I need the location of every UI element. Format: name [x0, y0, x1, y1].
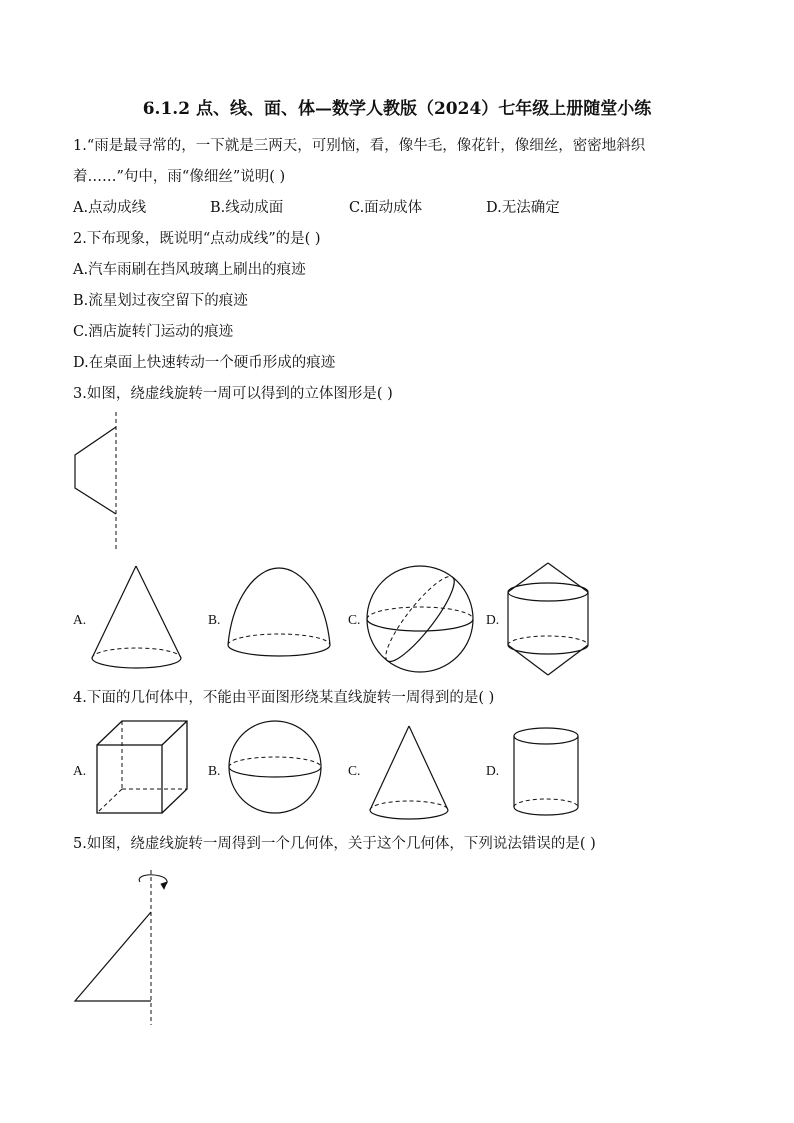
q2-option-b[interactable]: B.流星划过夜空留下的痕迹: [73, 293, 248, 309]
q1-option-c[interactable]: C.面动成体: [349, 200, 423, 216]
q2-option-c[interactable]: C.酒店旋转门运动的痕迹: [73, 324, 234, 340]
page-title: 6.1.2 点、线、面、体—数学人教版（2024）七年级上册随堂小练: [142, 99, 652, 119]
q4-stem: 4.下面的几何体中，不能由平面图形绕某直线旋转一周得到的是( ): [73, 690, 495, 706]
q1-stem-line2: 着……”句中，雨“像细丝”说明( ): [73, 169, 286, 185]
q3-stem: 3.如图，绕虚线旋转一周可以得到的立体图形是( ): [73, 386, 393, 402]
q3-choice-a-label[interactable]: A.: [73, 612, 87, 627]
q1-option-d[interactable]: D.无法确定: [486, 200, 560, 216]
q1-option-b[interactable]: B.线动成面: [210, 200, 284, 216]
q4-choice-d-label[interactable]: D.: [486, 763, 500, 778]
q4-choice-c-label[interactable]: C.: [348, 763, 361, 778]
q3-choice-b-label[interactable]: B.: [208, 612, 221, 627]
q4-choice-a-label[interactable]: A.: [73, 763, 87, 778]
q3-choice-d-label[interactable]: D.: [486, 612, 500, 627]
q5-stem: 5.如图，绕虚线旋转一周得到一个几何体，关于这个几何体，下列说法错误的是( ): [73, 836, 596, 852]
q1-stem-line1: 1.“雨是最寻常的，一下就是三两天，可别恼，看，像牛毛，像花针，像细丝，密密地斜织: [73, 138, 646, 154]
q3-choice-c-label[interactable]: C.: [348, 612, 361, 627]
q2-option-d[interactable]: D.在桌面上快速转动一个硬币形成的痕迹: [73, 355, 336, 371]
q2-option-a[interactable]: A.汽车雨刷在挡风玻璃上刷出的痕迹: [73, 262, 306, 278]
q1-option-a[interactable]: A.点动成线: [73, 200, 147, 216]
q4-choice-b-label[interactable]: B.: [208, 763, 221, 778]
q2-stem: 2.下布现象，既说明“点动成线”的是( ): [73, 231, 321, 247]
